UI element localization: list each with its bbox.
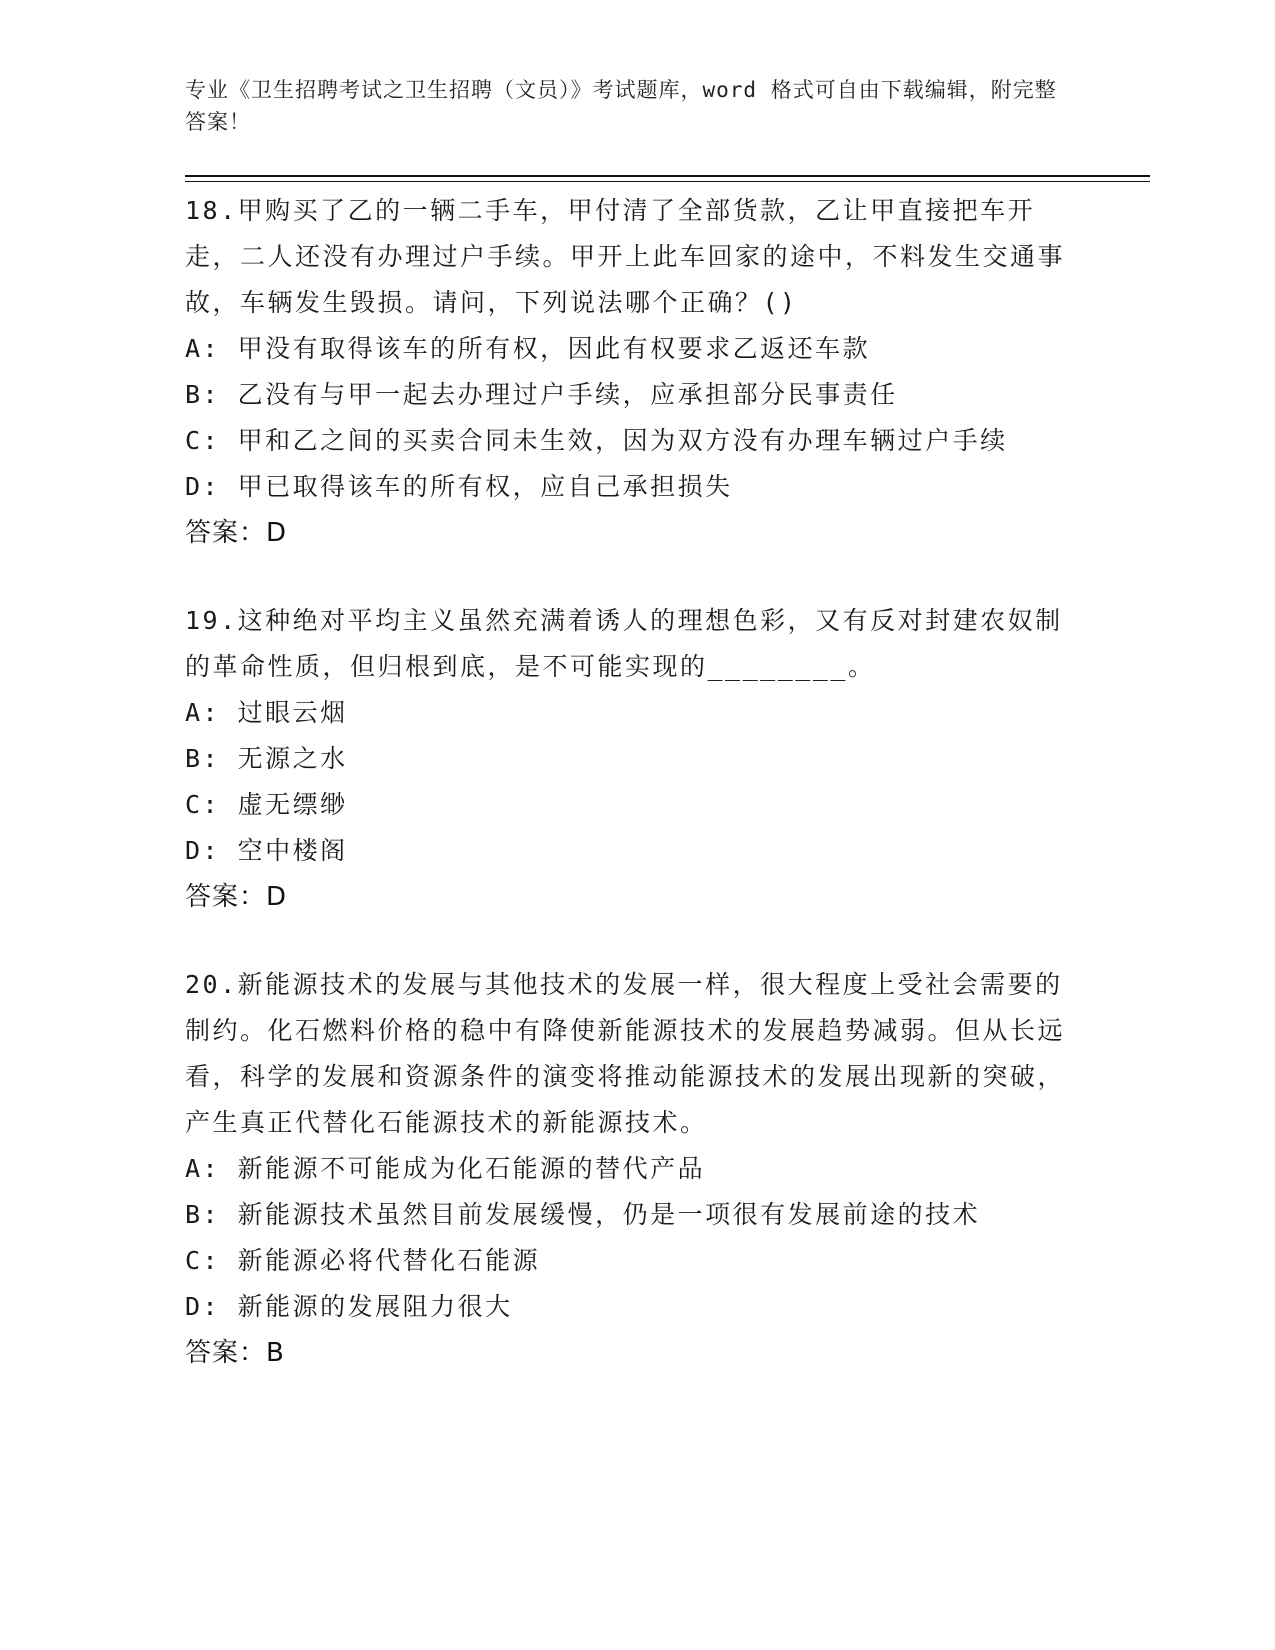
option-d: D: 新能源的发展阻力很大 xyxy=(185,1292,513,1321)
question-19 xyxy=(185,598,1085,920)
option-b: B: 新能源技术虽然目前发展缓慢，仍是一项很有发展前途的技术 xyxy=(185,1200,981,1229)
question-stem: 18.甲购买了乙的一辆二手车，甲付清了全部货款，乙让甲直接把车开走，二人还没有办理过户手续。甲开上此车回家的途中，不料发生交通事故，车辆发生毁损。请问，下列说法哪个正确？() xyxy=(185,196,1066,317)
answer-label: 答案：D xyxy=(185,882,288,912)
option-d: D: 空中楼阁 xyxy=(185,836,348,865)
question-stem: 20.新能源技术的发展与其他技术的发展一样，很大程度上受社会需要的制约。化石燃料价格的稳中有降使新能源技术的发展趋势减弱。但从长远看，科学的发展和资源条件的演变将推动能源技术的发展出现新的突破，产生真正代替化石能源技术的新能源技术。 xyxy=(185,970,1066,1137)
question-stem: 19.这种绝对平均主义虽然充满着诱人的理想色彩，又有反对封建农奴制的革命性质，但归根到底，是不可能实现的________。 xyxy=(185,606,1063,681)
option-d: D: 甲已取得该车的所有权，应自己承担损失 xyxy=(185,472,733,501)
question-18 xyxy=(185,188,1085,556)
option-b: B: 无源之水 xyxy=(185,744,348,773)
header-divider-thin xyxy=(185,181,1150,182)
option-c: C: 甲和乙之间的买卖合同未生效，因为双方没有办理车辆过户手续 xyxy=(185,426,1008,455)
option-b: B: 乙没有与甲一起去办理过户手续，应承担部分民事责任 xyxy=(185,380,898,409)
header-divider-thick xyxy=(185,175,1150,177)
option-c: C: 新能源必将代替化石能源 xyxy=(185,1246,541,1275)
answer-label: 答案：B xyxy=(185,1338,285,1368)
option-a: A: 过眼云烟 xyxy=(185,698,348,727)
document-header: 专业《卫生招聘考试之卫生招聘（文员）》考试题库，word 格式可自由下载编辑，附完整答案！ xyxy=(185,78,1057,134)
option-c: C: 虚无缥缈 xyxy=(185,790,348,819)
option-a: A: 新能源不可能成为化石能源的替代产品 xyxy=(185,1154,706,1183)
option-a: A: 甲没有取得该车的所有权，因此有权要求乙返还车款 xyxy=(185,334,871,363)
answer-label: 答案：D xyxy=(185,518,288,548)
question-20 xyxy=(185,962,1085,1376)
